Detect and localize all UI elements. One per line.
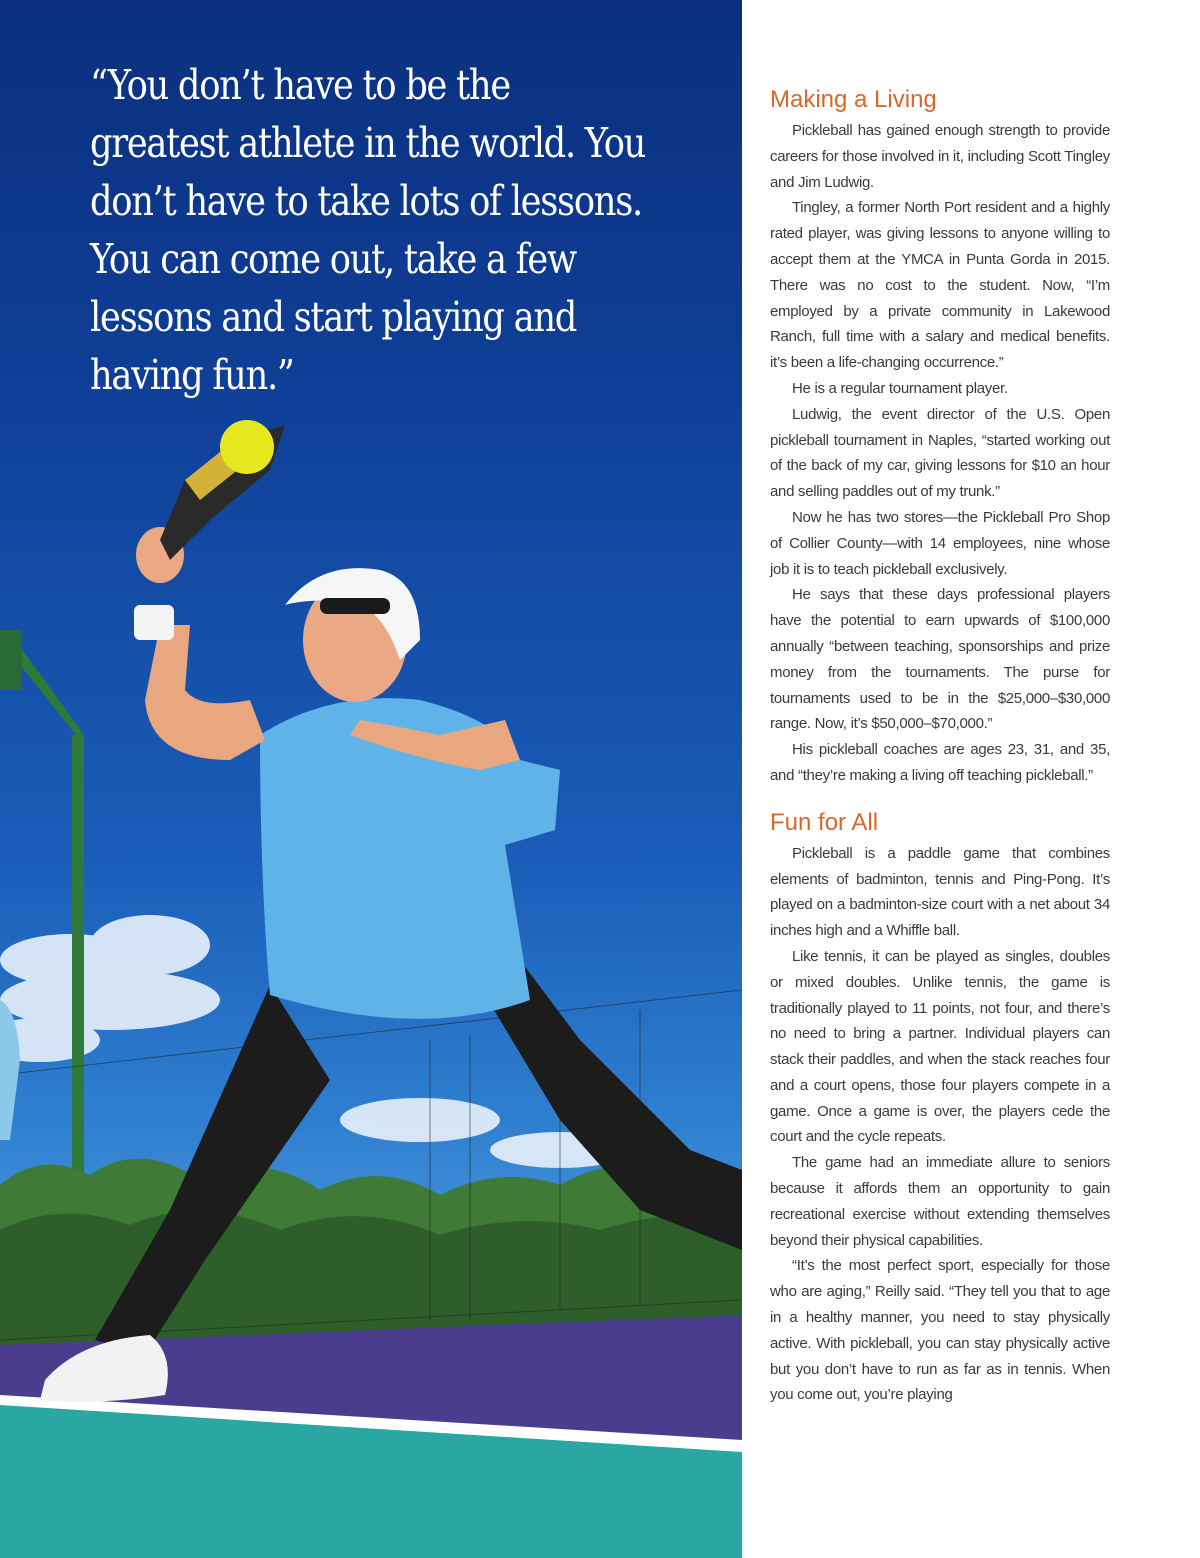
paragraph: Pickleball is a paddle game that combines elements of badminton, tennis and Ping-Pong. It’s played on a badminton-size court with a net about 34 inches high and a Whiffle ball.: [770, 844, 1110, 940]
paragraph: Ludwig, the event director of the U.S. Open pickleball tournament in Naples, “started working out of the back of my car, giving lessons for $10 an hour and selling paddles out of my trunk.”: [770, 405, 1110, 501]
paragraph: Tingley, a former North Port resident and a highly rated player, was giving lessons to anyone willing to accept them at the YMCA in Punta Gorda in 2015. There was no cost to the student. Now, “I’m employed by a private community in Lakewood Ranch, full time with a salary and medical benefits. it’s been a life-changing occurrence.”: [770, 199, 1110, 372]
pickleball-ball: [220, 420, 274, 474]
paragraph: “It’s the most perfect sport, especially for those who are aging,” Reilly said. “They tell you that to age in a healthy manner, you need to stay physically active. With pickleball, you can stay physically active but you don’t have to run as far as in tennis. When you come out, you’re playing: [770, 1257, 1110, 1404]
paragraph: The game had an immediate allure to seniors because it affords them an opportunity to gain recreational exercise without extending themselves beyond their physical capabilities.: [770, 1154, 1110, 1249]
section-heading-fun-for-all: Fun for All: [770, 808, 879, 836]
paragraph: Like tennis, it can be played as singles, doubles or mixed doubles. Unlike tennis, the game is traditionally played to 11 points, not four, and there’s no need to bring a partner. Individual players can stack their paddles, and when the stack reaches four and a court opens, those four players compete in a game. Once a game is over, the players cede the court and the cycle repeats.: [770, 947, 1110, 1146]
pull-quote: “You don’t have to be the greatest athlete in the world. You don’t have to take lots of lessons. You can come out, take a few lessons and start playing and having fun.”: [90, 61, 646, 399]
paragraph: He says that these days professional players have the potential to earn upwards of $100,000 annually “between teaching, sponsorships and prize money from the tournaments. The purse for tournaments used to be in the $25,000–$30,000 range. Now, it’s $50,000–$70,000.”: [770, 586, 1110, 733]
section-heading-making-a-living: Making a Living: [770, 86, 937, 113]
paragraph: His pickleball coaches are ages 23, 31, and 35, and “they’re making a living off teaching pickleball.”: [770, 741, 1110, 784]
paragraph: Pickleball has gained enough strength to provide careers for those involved in it, including Scott Tingley and Jim Ludwig.: [770, 122, 1110, 191]
article-text-column: [770, 84, 1110, 1408]
paragraph: He is a regular tournament player.: [792, 379, 1008, 397]
paragraph: Now he has two stores—the Pickleball Pro Shop of Collier County—with 14 employees, nine whose job it is to teach pickleball exclusively.: [770, 508, 1110, 578]
